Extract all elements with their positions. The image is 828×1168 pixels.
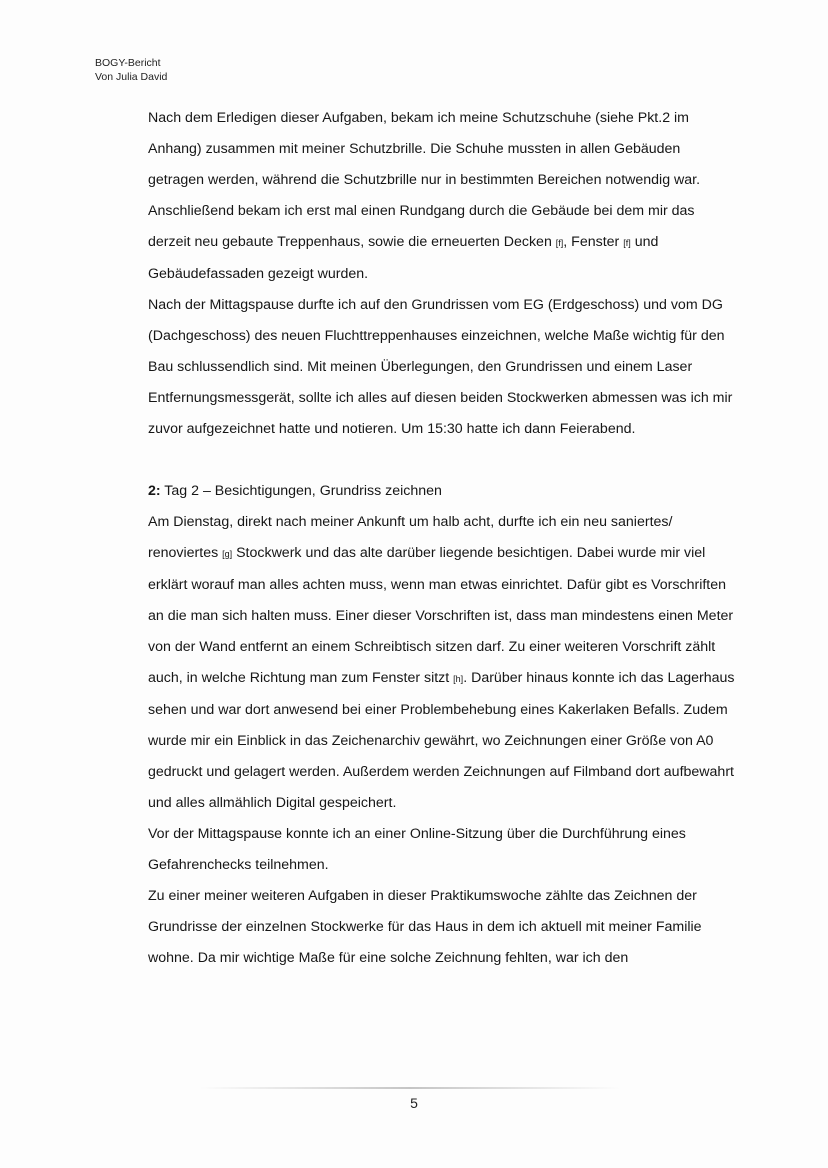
paragraph-floor-plan-drawing: Zu einer meiner weiteren Aufgaben in dieser Praktikumswoche zählte das Zeichnen der Grundrisse der einzelnen Stockwerke für das Haus in dem ich aktuell mit meiner Familie wohne. Da mir wichtige Maße für eine solche Zeichnung fehlten, war ich den [148,888,702,966]
paragraph-tour [148,196,738,290]
paragraph-inspections-text-3: . Darüber hinaus konnte ich das Lagerhaus sehen und war dort anwesend bei einer Problembehebung eines Kakerlaken Befalls. Zudem wurde mir ein Einblick in das Zeichenarchiv gewährt, wo Zeichnungen einer Größe von A0 gedruckt und gelagert werden. Außerdem werden Zeichnungen auf Filmband dort aufbewahrt und alles allmählich Digital gespeichert. [148,670,735,811]
paragraph-safety-gear: Nach dem Erledigen dieser Aufgaben, bekam ich meine Schutzschuhe (siehe Pkt.2 im Anhang) zusammen mit meiner Schutzbrille. Die Schuhe mussten in allen Gebäuden getragen werden, während die Schutzbrille nur in bestimmten Bereichen notwendig war. [148,110,701,188]
footnote-ref: [h] [453,674,464,684]
page-number: 5 [410,1095,418,1111]
footnote-ref: [g] [222,549,233,559]
header-report-title: BOGY-Bericht [95,57,161,69]
footnote-ref: [f] [555,238,564,248]
report-body [148,103,738,974]
section-title: Tag 2 – Besichtigungen, Grundriss zeichnen [160,483,442,499]
header-author: Von Julia David [95,71,168,83]
paragraph-inspections-text-2: Stockwerk und das alte darüber liegende besichtigen. Dabei wurde mir viel erklärt worauf man alles achten muss, wenn man etwas einrichtet. Dafür gibt es Vorschriften an die man sich halten muss. Einer dieser Vorschriften ist, dass man mindestens einen Meter von der Wand entfernt an einem Schreibtisch sitzen darf. Zu einer weiteren Vorschrift zählt auch, in welche Richtung man zum Fenster sitzt [148,545,734,686]
section-spacer [148,445,738,476]
paragraph-tour-text-2: , Fenster [563,234,624,250]
paragraph-floor-plans: Nach der Mittagspause durfte ich auf den Grundrissen vom EG (Erdgeschoss) und vom DG (Dachgeschoss) des neuen Fluchttreppenhauses einzeichnen, welche Maße wichtig für den Bau schlussendlich sind. Mit meinen Überlegungen, den Grundrissen und einem Laser Entfernungsmessgerät, sollte ich alles auf diesen beiden Stockwerken abmessen was ich mir zuvor aufgezeichnet hatte und notieren. Um 15:30 hatte ich dann Feierabend. [148,297,733,437]
footer-divider [200,1087,620,1089]
paragraph-online-session: Vor der Mittagspause konnte ich an einer Online-Sitzung über die Durchführung eines Gefahrenchecks teilnehmen. [148,826,686,873]
section-number: 2: [148,483,161,499]
paragraph-tour-text-3: und Gebäudefassaden gezeigt wurden. [148,234,659,282]
paragraph-inspections [148,507,738,819]
footnote-ref: [f] [623,238,631,248]
page-header [95,56,167,84]
paragraph-inspections-text-1: Am Dienstag, direkt nach meiner Ankunft um halb acht, durfte ich ein neu saniertes/ renoviertes [148,514,673,561]
section-heading-day-2 [148,476,738,507]
paragraph-tour-text-1: Anschließend bekam ich erst mal einen Rundgang durch die Gebäude bei dem mir das derzeit neu gebaute Treppenhaus, sowie die erneuerten Decken [148,203,695,250]
